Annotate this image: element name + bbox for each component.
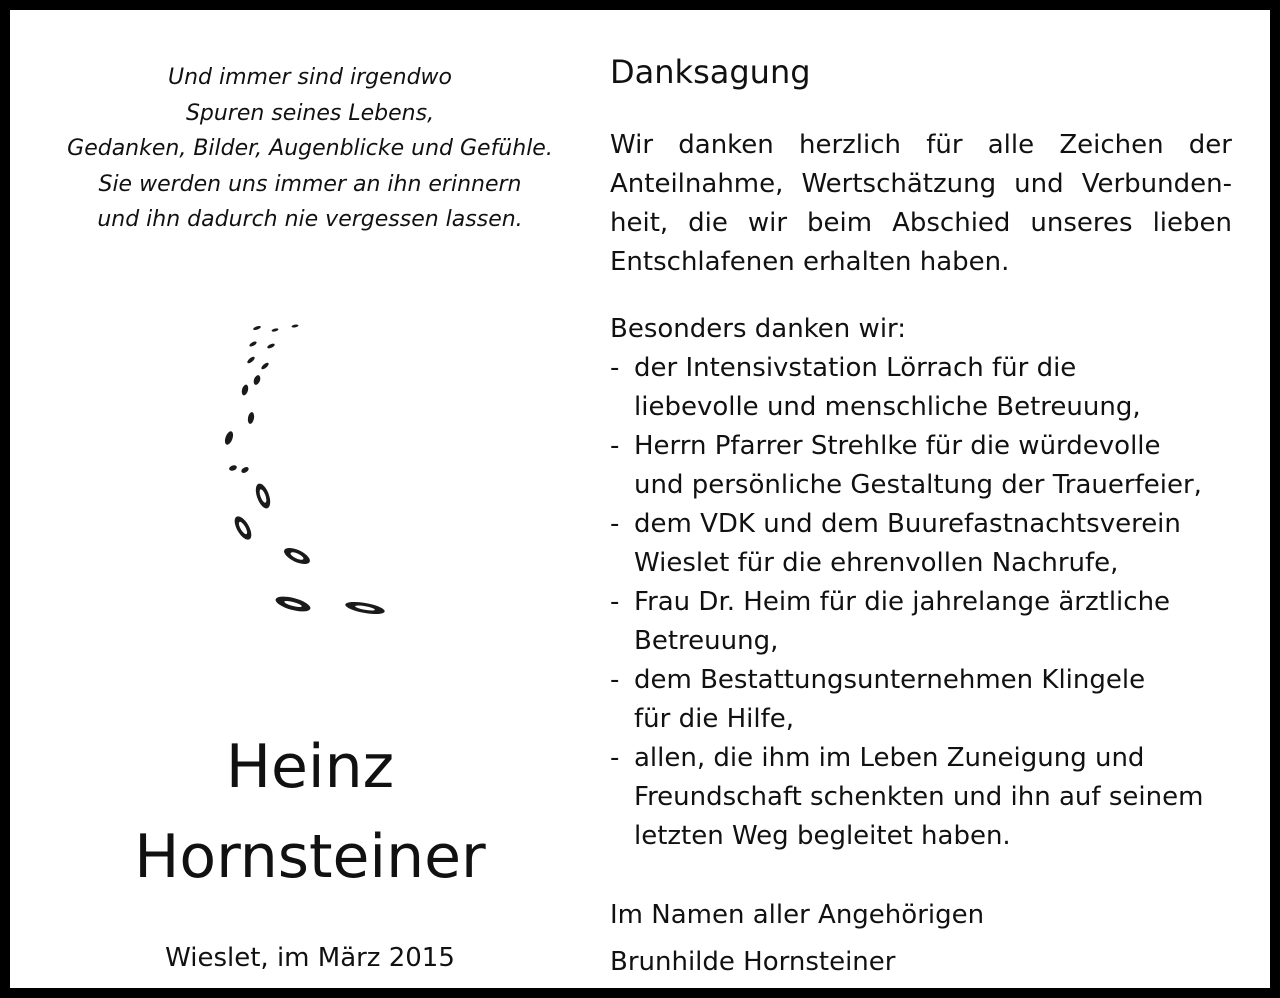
signature-line: Im Namen aller Angehörigen xyxy=(610,900,985,930)
poem-line: Gedanken, Bilder, Augenblicke und Gefühle. xyxy=(67,136,553,161)
list-item xyxy=(610,505,1232,583)
list-item-line: dem VDK und dem Buurefastnachtsverein xyxy=(634,509,1181,539)
list-dash: - xyxy=(610,743,620,773)
list-item-line: dem Bestattungsunternehmen Klingele xyxy=(634,665,1146,695)
signature-name: Brunhilde Hornsteiner xyxy=(610,947,896,977)
intro-paragraph xyxy=(610,126,1232,282)
footprints-icon xyxy=(205,310,415,630)
list-item-line: für die Hilfe, xyxy=(634,704,794,734)
list-item xyxy=(610,427,1232,505)
list-dash: - xyxy=(610,431,620,461)
poem-line: und ihn dadurch nie vergessen lassen. xyxy=(97,207,523,232)
list-dash: - xyxy=(610,587,620,617)
intro-line: Anteilnahme, Wertschätzung und Verbunden- xyxy=(610,169,1232,199)
list-item-line: und persönliche Gestaltung der Trauerfeier, xyxy=(634,470,1202,500)
list-item-line: Frau Dr. Heim für die jahrelange ärztliche xyxy=(634,587,1171,617)
list-item-line: liebevolle und menschliche Betreuung, xyxy=(634,392,1141,422)
list-item-line: Betreuung, xyxy=(634,626,779,656)
deceased-name xyxy=(30,722,590,902)
poem-line: Sie werden uns immer an ihn erinnern xyxy=(98,171,522,197)
list-item-line: der Intensivstation Lörrach für die xyxy=(634,353,1077,383)
list-item-line: allen, die ihm im Leben Zuneigung und xyxy=(634,743,1145,773)
poem-line: Spuren seines Lebens, xyxy=(185,100,435,126)
intro-line: Wir danken herzlich für alle Zeichen der xyxy=(610,130,1232,160)
list-item xyxy=(610,349,1232,427)
poem-line: Und immer sind irgendwo xyxy=(167,65,453,90)
list-item xyxy=(610,583,1232,661)
list-item-line: Freundschaft schenkten und ihn auf seinem xyxy=(634,782,1204,812)
place-date: Wieslet, im März 2015 xyxy=(165,943,455,973)
list-item xyxy=(610,661,1232,739)
list-dash: - xyxy=(610,665,620,695)
first-name: Heinz xyxy=(225,732,395,802)
thanks-list xyxy=(610,349,1232,856)
intro-line: Entschlafenen erhalten haben. xyxy=(610,247,1010,277)
memorial-poem xyxy=(30,60,590,238)
list-item xyxy=(610,739,1232,856)
list-dash: - xyxy=(610,509,620,539)
last-name: Hornsteiner xyxy=(134,822,486,892)
section-heading: Danksagung xyxy=(610,53,811,91)
intro-line: heit, die wir beim Abschied unseres lieben xyxy=(610,208,1232,238)
list-item-line: Wieslet für die ehrenvollen Nachrufe, xyxy=(634,548,1119,578)
thanks-lead: Besonders danken wir: xyxy=(610,314,907,344)
list-item-line: letzten Weg begleitet haben. xyxy=(634,821,1011,851)
list-item-line: Herrn Pfarrer Strehlke für die würdevolle xyxy=(634,431,1161,461)
list-dash: - xyxy=(610,353,620,383)
